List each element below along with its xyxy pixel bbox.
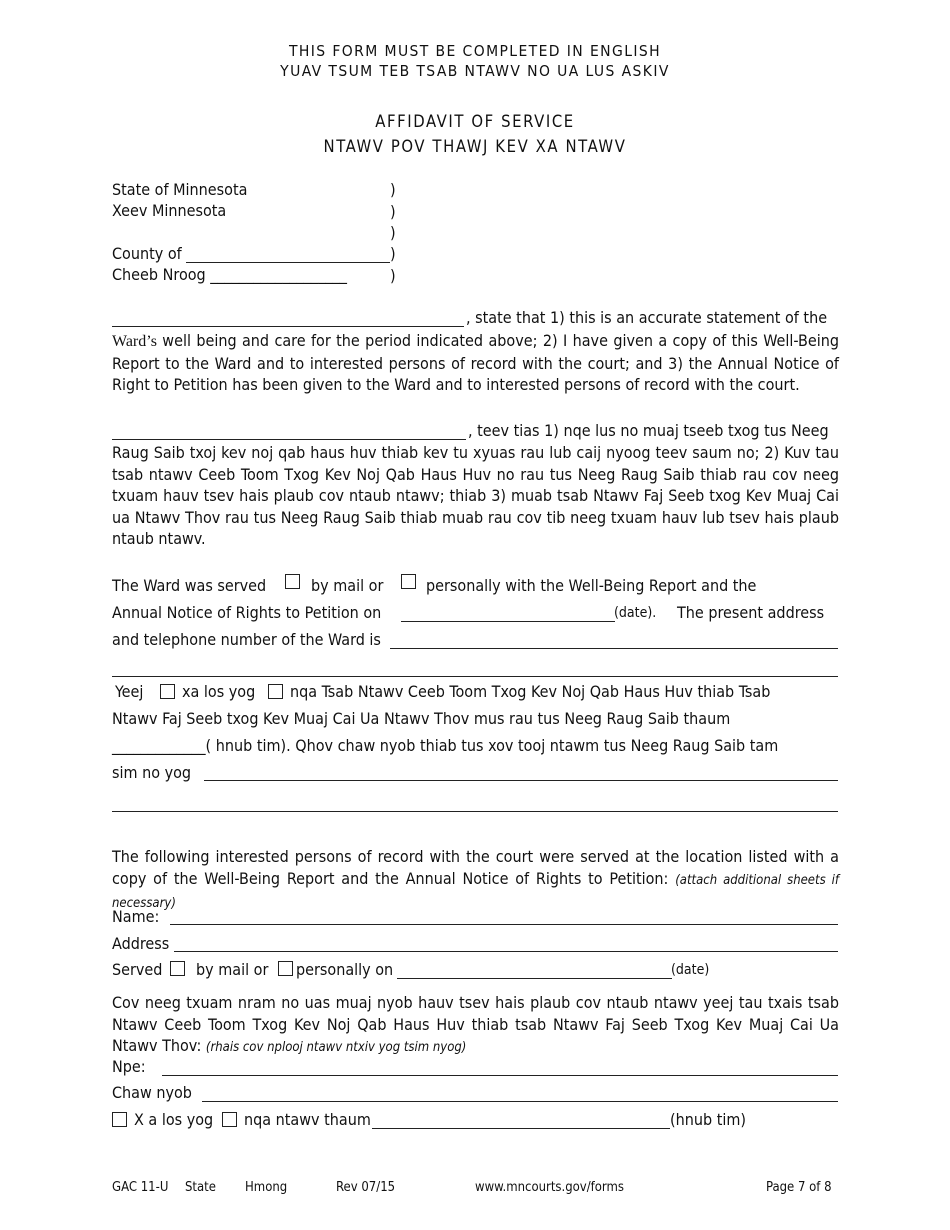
date-label: (date). <box>614 605 657 621</box>
footer-page-number: Page 7 of 8 <box>766 1180 832 1195</box>
present-address-label: The present address <box>677 603 825 622</box>
ward-address-field[interactable] <box>390 648 838 649</box>
npe-label: Npe: <box>112 1057 146 1076</box>
served-date-field[interactable] <box>401 621 615 622</box>
ward-address-field-hmn[interactable] <box>204 780 838 781</box>
venue-paren: ) <box>390 202 396 221</box>
ward-nqa-checkbox[interactable] <box>268 684 283 699</box>
venue-county-label: County of <box>112 244 182 263</box>
venue-paren: ) <box>390 180 396 199</box>
yeej-label: Yeej <box>115 682 144 701</box>
affiant-name-field-hmn[interactable] <box>112 439 466 440</box>
statement-hmn-first-line: , teev tias 1) nqe lus no muaj tseeb txog tus Neeg <box>468 421 829 440</box>
county-field[interactable] <box>186 262 390 263</box>
address-phone-label: and telephone number of the Ward is <box>112 630 381 649</box>
venue-state: State of Minnesota <box>112 180 248 199</box>
footer-form-id: GAC 11-U <box>112 1180 169 1195</box>
language-notice-hmn: YUAV TSUM TEB TSAB NTAWV NO UA LUS ASKIV <box>280 62 670 80</box>
xa-los-yog-label-2: X a los yog <box>134 1110 214 1129</box>
xa-los-yog-label: xa los yog <box>182 682 256 701</box>
footer-language: Hmong <box>245 1180 288 1195</box>
person-xa-checkbox[interactable] <box>112 1112 127 1127</box>
sim-no-yog-label: sim no yog <box>112 763 192 782</box>
personally-on-label: personally on <box>296 960 394 979</box>
affiant-name-field[interactable] <box>112 326 464 327</box>
persons-intro-en: The following interested persons of record with the court were served at the location listed with a copy of the Well-Being Report and the Annual Notice of Rights to Petition: (attach additional sheets if necessary) <box>112 847 839 912</box>
venue-paren: ) <box>390 266 396 285</box>
ward-address-field-2[interactable] <box>112 676 838 677</box>
chaw-nyob-label: Chaw nyob <box>112 1083 192 1102</box>
venue-state-hmn: Xeev Minnesota <box>112 201 227 220</box>
address-label: Address <box>112 934 170 953</box>
venue-paren: ) <box>390 244 396 263</box>
footer-url: www.mncourts.gov/forms <box>475 1180 624 1195</box>
statement-hmn-body: Raug Saib txoj kev noj qab haus huv thiab kev tu xyuas rau lub caij nyoog teev saum no; 2) Kuv tau tsab ntawv Ceeb Toom Txog Kev Noj Qab Haus Huv no rau tus Neeg Raug Saib thiab rau cov neeg txuam hauv tsev hais plaub cov ntaub ntawv; thiab 3) muab tsab Ntawv Faj Seeb txog Kev Muaj Cai ua Ntawv Thov rau tus Neeg Raug Saib thiab muab rau cov tib neeg txuam hauv lub tsev hais plaub ntaub ntawv. <box>112 443 839 549</box>
person-by-mail-label: by mail or <box>196 960 269 979</box>
person-address-field-hmn[interactable] <box>202 1101 838 1102</box>
served-label: Served <box>112 960 163 979</box>
attach-note: (attach additional sheets if necessary) <box>112 872 839 912</box>
person-name-field-hmn[interactable] <box>162 1075 838 1076</box>
persons-intro-hmn: Cov neeg txuam nram no uas muaj nyob hauv tsev hais plaub cov ntaub ntawv yeej tau txais tsab Ntawv Ceeb Toom Txog Kev Noj Qab Haus Huv thiab tsab Ntawv Faj Seeb Txog Kev Muaj Cai Ua Ntawv Thov: (rhais cov nplooj ntawv ntxiv yog tsim nyog) <box>112 993 839 1056</box>
venue-paren: ) <box>390 223 396 242</box>
served-hmn-line3: _____________( hnub tim). Qhov chaw nyob thiab tus xov tooj ntawm tus Neeg Raug Saib tam <box>112 736 779 755</box>
language-notice-en: THIS FORM MUST BE COMPLETED IN ENGLISH <box>288 42 662 60</box>
ward-possessive: Ward’s <box>112 333 157 350</box>
person-date-label: (date) <box>671 962 710 978</box>
attach-note-hmn: (rhais cov nplooj ntawv ntxiv yog tsim nyog) <box>205 1040 467 1056</box>
person-date-field-hmn[interactable] <box>372 1128 670 1129</box>
person-personally-checkbox[interactable] <box>278 961 293 976</box>
name-label: Name: <box>112 907 160 926</box>
nqa-label: nqa Tsab Ntawv Ceeb Toom Txog Kev Noj Qab Haus Huv thiab Tsab <box>290 682 771 701</box>
by-mail-label: by mail or <box>311 576 384 595</box>
person-address-field[interactable] <box>174 951 838 952</box>
ward-address-field-hmn-2[interactable] <box>112 811 838 812</box>
served-hmn-line2: Ntawv Faj Seeb txog Kev Muaj Cai Ua Ntawv Thov mus rau tus Neeg Raug Saib thaum <box>112 709 731 728</box>
footer-state: State <box>185 1180 216 1195</box>
person-name-field[interactable] <box>170 924 838 925</box>
form-title-hmn: NTAWV POV THAWJ KEV XA NTAWV <box>323 137 627 156</box>
personally-label: personally with the Well-Being Report and the <box>426 576 757 595</box>
ward-personally-checkbox[interactable] <box>401 574 416 589</box>
annual-notice-label: Annual Notice of Rights to Petition on <box>112 603 382 622</box>
footer-revision: Rev 07/15 <box>336 1180 396 1195</box>
person-nqa-checkbox[interactable] <box>222 1112 237 1127</box>
nqa-ntawv-label: nqa ntawv thaum <box>244 1110 371 1129</box>
venue-county-hmn: Cheeb Nroog ___________________ <box>112 265 347 284</box>
ward-served-label: The Ward was served <box>112 576 267 595</box>
statement-en-body: Ward’s well being and care for the period indicated above; 2) I have given a copy of this Well-Being Report to the Ward and to interested persons of record with the court; and 3) the Annual Notice of Right to Petition has been given to the Ward and to interested persons of record with the court. <box>112 331 839 395</box>
ward-xa-checkbox[interactable] <box>160 684 175 699</box>
form-title: AFFIDAVIT OF SERVICE <box>375 112 575 131</box>
hnub-tim-label: (hnub tim) <box>670 1110 746 1129</box>
ward-by-mail-checkbox[interactable] <box>285 574 300 589</box>
person-by-mail-checkbox[interactable] <box>170 961 185 976</box>
statement-en-first-line: , state that 1) this is an accurate statement of the <box>466 308 828 327</box>
person-served-date-field[interactable] <box>397 978 672 979</box>
